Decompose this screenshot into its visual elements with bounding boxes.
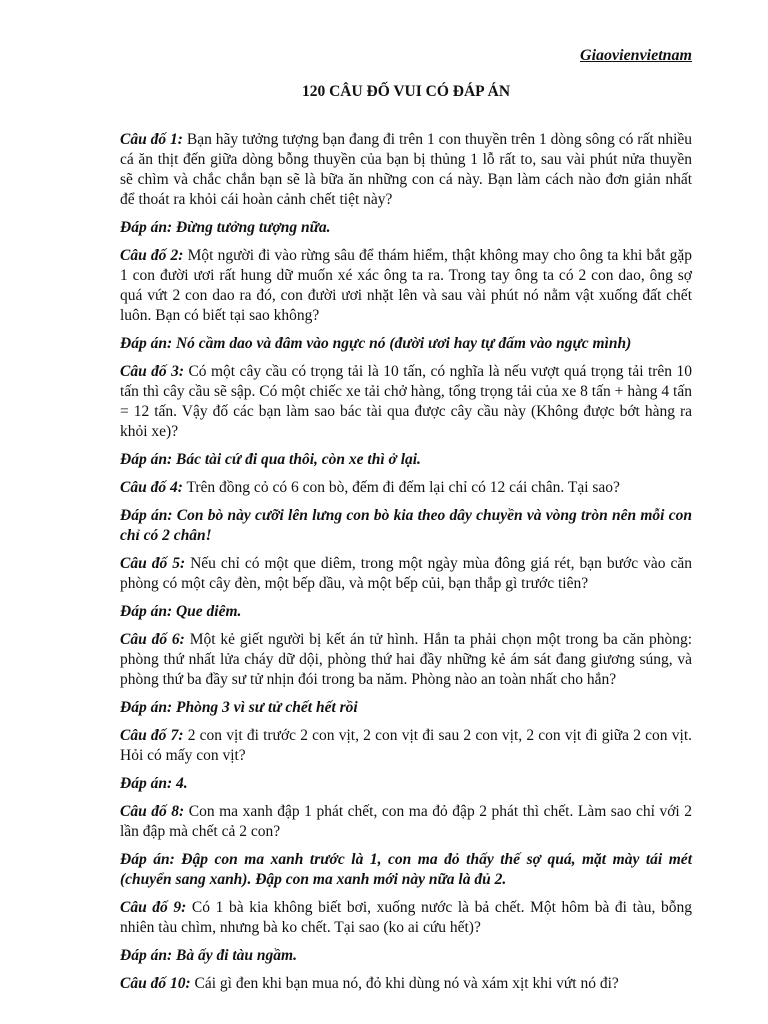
riddle-question (120, 726, 692, 766)
riddle-question (120, 478, 692, 498)
riddle-7 (120, 726, 692, 794)
riddle-question (120, 630, 692, 690)
riddle-answer: Đáp án: Que diêm. (120, 603, 242, 620)
riddle-label: Câu đố 6: (120, 631, 185, 648)
riddle-question (120, 246, 692, 326)
riddle-3 (120, 362, 692, 470)
riddle-answer: Đáp án: Bác tài cứ đi qua thôi, còn xe thì ở lại. (120, 451, 421, 468)
riddle-label: Câu đố 5: (120, 555, 186, 572)
document-title: 120 CÂU ĐỐ VUI CÓ ĐÁP ÁN (301, 83, 511, 100)
riddle-6 (120, 630, 692, 718)
riddle-label: Câu đố 3: (120, 363, 185, 380)
riddle-label: Câu đố 7: (120, 727, 184, 744)
riddle-label: Câu đố 1: (120, 131, 183, 148)
riddle-answer: Đáp án: 4. (120, 775, 188, 792)
riddle-text: Nếu chỉ có một que diêm, trong một ngày mùa đông giá rét, bạn bước vào căn phòng có một cây đèn, một bếp dầu, và một bếp củi, bạn thắp gì trước tiên? (120, 555, 692, 592)
riddle-text: Trên đồng cỏ có 6 con bò, đếm đi đếm lại chỉ có 12 cái chân. Tại sao? (182, 479, 620, 496)
riddle-question (120, 898, 692, 938)
riddle-answer: Đáp án: Phòng 3 vì sư tử chết hết rồi (120, 699, 358, 716)
riddle-question (120, 974, 692, 994)
riddle-text: Con ma xanh đập 1 phát chết, con ma đỏ đập 2 phát thì chết. Làm sao chỉ với 2 lần đập mà chết cả 2 con? (120, 803, 692, 840)
riddle-label: Câu đố 10: (120, 975, 191, 992)
riddle-9 (120, 898, 692, 966)
riddle-answer: Đáp án: Nó cầm dao và đâm vào ngực nó (đười ươi hay tự đấm vào ngực mình) (120, 335, 632, 352)
riddle-question (120, 130, 692, 210)
riddle-answer: Đáp án: Đừng tưởng tượng nữa. (120, 219, 331, 236)
riddle-text: Một người đi vào rừng sâu để thám hiểm, thật không may cho ông ta khi bắt gặp 1 con đười ươi rất hung dữ muốn xé xác ông ta ra. Trong tay ông ta có 2 con dao, ông sợ quá vứt 2 con dao ra đó, con đười ươi nhặt lên và sau vài phút nó nằm vật xuống đất chết luôn. Bạn có biết tại sao không? (120, 247, 693, 324)
riddle-answer: Đáp án: Con bò này cưỡi lên lưng con bò kia theo dây chuyền và vòng tròn nên mỗi con chỉ có 2 chân! (120, 507, 692, 544)
riddle-text: Một kẻ giết người bị kết án tử hình. Hắn ta phải chọn một trong ba căn phòng: phòng thứ nhất lửa cháy dữ dội, phòng thứ hai đầy những kẻ ám sát đang giương súng, và phòng thứ ba đầy sư tử nhịn đói trong ba năm. Phòng nào an toàn nhất cho hắn? (120, 631, 692, 688)
riddle-text: 2 con vịt đi trước 2 con vịt, 2 con vịt đi sau 2 con vịt, 2 con vịt đi giữa 2 con vịt. Hỏi có mấy con vịt? (120, 727, 692, 764)
riddle-answer: Đáp án: Bà ấy đi tàu ngầm. (120, 947, 297, 964)
riddle-label: Câu đố 8: (120, 803, 185, 820)
riddle-8 (120, 802, 692, 890)
riddle-1 (120, 130, 692, 238)
riddle-2 (120, 246, 692, 354)
riddle-label: Câu đố 9: (120, 899, 187, 916)
riddle-text: Cái gì đen khi bạn mua nó, đỏ khi dùng nó và xám xịt khi vứt nó đi? (190, 975, 619, 992)
riddle-label: Câu đố 4: (120, 479, 183, 496)
riddle-text: Có 1 bà kia không biết bơi, xuống nước là bả chết. Một hôm bà đi tàu, bỗng nhiên tàu chìm, nhưng bà ko chết. Tại sao (ko ai cứu hết)? (120, 899, 692, 936)
document-page (120, 46, 692, 1002)
riddle-4 (120, 478, 692, 546)
riddle-text: Có một cây cầu có trọng tải là 10 tấn, có nghĩa là nếu vượt quá trọng tải trên 10 tấn thì cây cầu sẽ sập. Có một chiếc xe tải chở hàng, tổng trọng tải của xe 8 tấn + hàng 4 tấn = 12 tấn. Vậy đố các bạn làm sao bác tài qua được cây cầu này (Không được bớt hàng ra khỏi xe)? (120, 363, 692, 440)
riddle-question (120, 554, 692, 594)
riddle-question (120, 802, 692, 842)
riddle-question (120, 362, 692, 442)
riddle-5 (120, 554, 692, 622)
riddle-answer: Đáp án: Đập con ma xanh trước là 1, con ma đỏ thấy thế sợ quá, mặt mày tái mét (chuyển sang xanh). Đập con ma xanh mới này nữa là đủ 2. (120, 851, 692, 888)
riddle-text: Bạn hãy tưởng tượng bạn đang đi trên 1 con thuyền trên 1 dòng sông có rất nhiều cá ăn thịt đến giữa dòng bỗng thuyền của bạn bị thủng 1 lỗ rất to, sau vài phút nửa thuyền sẽ chìm và chắc chắn bạn sẽ là bữa ăn những con cá này. Bạn làm cách nào đơn giản nhất để thoát ra khỏi cái hoàn cảnh chết tiệt này? (120, 131, 692, 208)
riddle-label: Câu đố 2: (120, 247, 184, 264)
site-name: Giaovienvietnam (580, 47, 692, 64)
riddle-10 (120, 974, 692, 994)
